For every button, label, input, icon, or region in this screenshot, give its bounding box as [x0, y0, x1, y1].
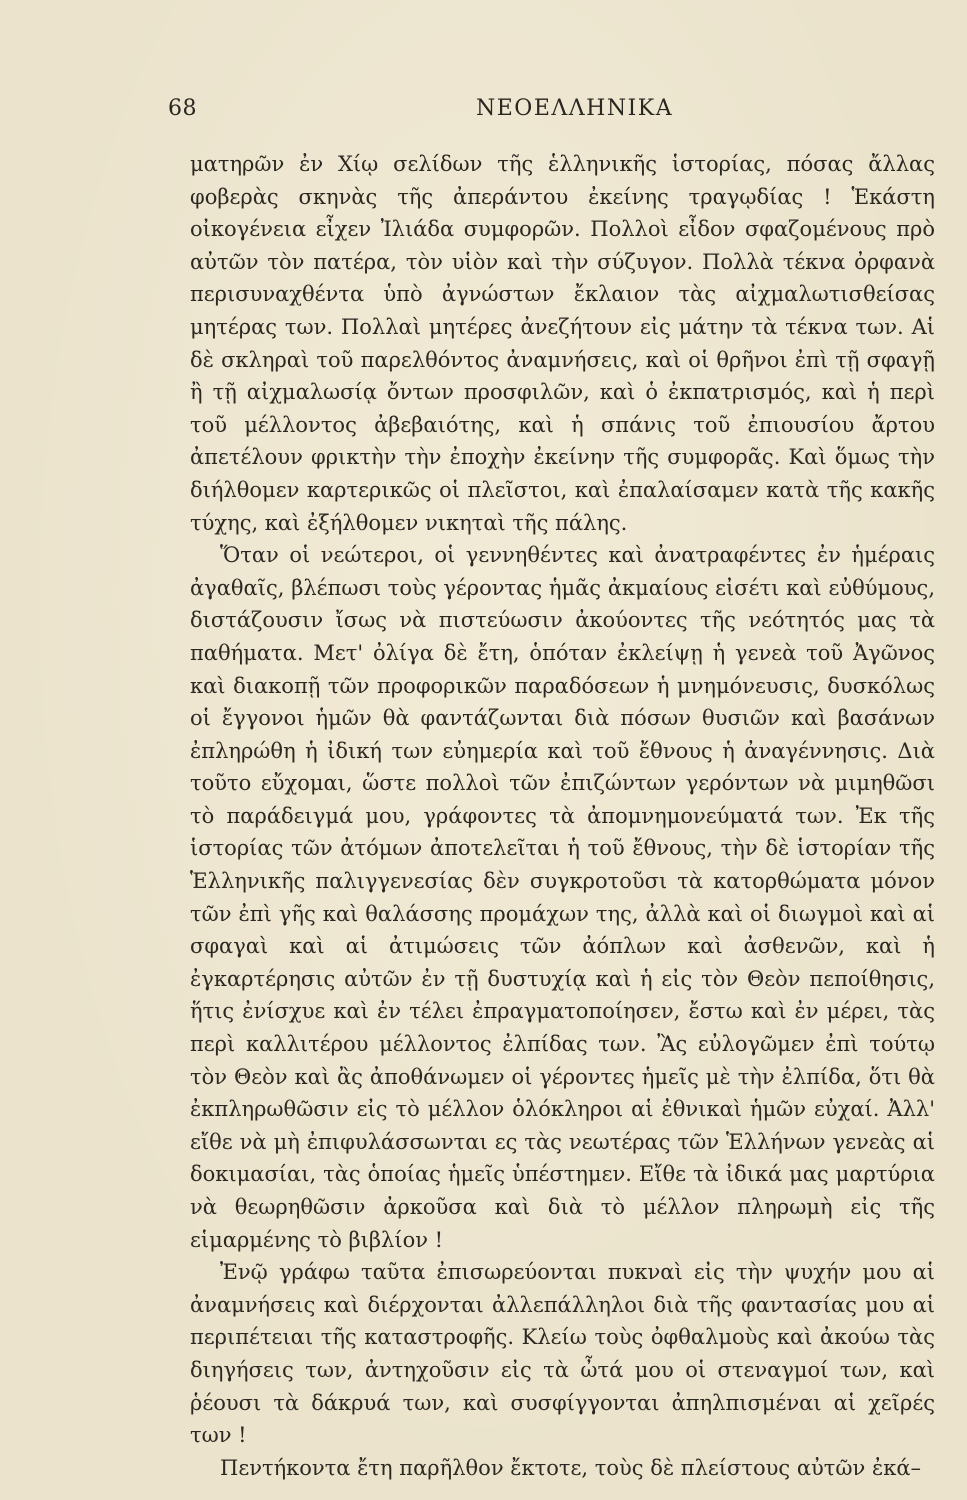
paragraph: Ὅταν οἱ νεώτεροι, οἱ γεννηθέντες καὶ ἀνατραφέντες ἐν ἡμέραις ἀγαθαῖς, βλέπωσι τοὺς γέροντας ἡμᾶς ἀκμαίους εἰσέτι καὶ εὐθύμους, διστάζουσιν ἴσως νὰ πιστεύωσιν ἀκούοντες τῆς νεότητός μας τὰ παθήματα. Μετ' ὀλίγα δὲ ἔτη, ὁπόταν ἐκλείψῃ ἡ γενεὰ τοῦ Ἀγῶνος καὶ διακοπῇ τῶν προφορικῶν παραδόσεων ἡ μνημόνευσις, δυσκόλως οἱ ἔγγονοι ἡμῶν θὰ φαντάζωνται διὰ πόσων θυσιῶν καὶ βασάνων ἐπληρώθη ἡ ἰδική των εὐημερία καὶ τοῦ ἔθνους ἡ ἀναγέννησις. Διὰ τοῦτο εὔχομαι, ὥστε πολλοὶ τῶν ἐπιζώντων γερόντων νὰ μιμηθῶσι τὸ παράδειγμά μου, γράφοντες τὰ ἀπομνημονεύματά των. Ἐκ τῆς ἱστορίας τῶν ἀτόμων ἀποτελεῖται ἡ τοῦ ἔθνους, τὴν δὲ ἱστορίαν τῆς Ἑλληνικῆς παλιγγενεσίας δὲν συγκροτοῦσι τὰ κατορθώματα μόνον τῶν ἐπὶ γῆς καὶ θαλάσσης προμάχων της, ἀλλὰ καὶ οἱ διωγμοὶ καὶ αἱ σφαγαὶ καὶ αἱ ἀτιμώσεις τῶν ἀόπλων καὶ ἀσθενῶν, καὶ ἡ ἐγκαρτέρησις αὐτῶν ἐν τῇ δυστυχίᾳ καὶ ἡ εἰς τὸν Θεὸν πεποίθησις, ἥτις ἐνίσχυε καὶ ἐν τέλει ἐπραγματοποίησεν, ἔστω καὶ ἐν μέρει, τὰς περὶ καλλιτέρου μέλλοντος ἐλπίδας των. Ἂς εὐλογῶμεν ἐπὶ τούτῳ τὸν Θεὸν καὶ ἂς ἀποθάνωμεν οἱ γέροντες ἡμεῖς μὲ τὴν ἐλπίδα, ὅτι θὰ ἐκπληρωθῶσιν εἰς τὸ μέλλον ὁλόκληροι αἱ ἐθνικαὶ ἡμῶν εὐχαί. Ἀλλ' εἴθε νὰ μὴ ἐπιφυλάσσωνται ες τὰς νεωτέρας τῶν Ἑλλήνων γενεὰς αἱ δοκιμασίαι, τὰς ὁποίας ἡμεῖς ὑπέστημεν. Εἴθε τὰ ἰδικά μας μαρτύρια νὰ θεωρηθῶσιν ἀρκοῦσα καὶ διὰ τὸ μέλλον πληρωμὴ εἰς τῆς εἱμαρμένης τὸ βιβλίον ! — [190, 543, 935, 1252]
paragraph: Πεντήκοντα ἔτη παρῆλθον ἔκτοτε, τοὺς δὲ πλείστους αὐτῶν ἐκά– — [220, 1455, 922, 1480]
paragraph: ματηρῶν ἐν Χίῳ σελίδων τῆς ἑλληνικῆς ἱστορίας, πόσας ἄλλας φοβερὰς σκηνὰς τῆς ἀπεράντου ἐκείνης τραγῳδίας ! Ἑκάστη οἰκογένεια εἶχεν Ἰλιάδα συμφορῶν. Πολλοὶ εἶδον σφαζομένους πρὸ αὐτῶν τὸν πατέρα, τὸν υἱὸν καὶ τὴν σύζυγον. Πολλὰ τέκνα ὀρφανὰ περισυναχθέντα ὑπὸ ἀγνώστων ἔκλαιον τὰς αἰχμαλωτισθείσας μητέρας των. Πολλαὶ μητέρες ἀνεζήτουν εἰς μάτην τὰ τέκνα των. Αἱ δὲ σκληραὶ τοῦ παρελθόντος ἀναμνήσεις, καὶ οἱ θρῆνοι ἐπὶ τῇ σφαγῇ ἢ τῇ αἰχμαλωσίᾳ ὄντων προσφιλῶν, καὶ ὁ ἐκπατρισμός, καὶ ἡ περὶ τοῦ μέλλοντος ἀβεβαιότης, καὶ ἡ σπάνις τοῦ ἐπιουσίου ἄρτου ἀπετέλουν φρικτὴν τὴν ἐποχὴν ἐκείνην τῆς συμφορᾶς. Καὶ ὅμως τὴν διήλθομεν καρτερικῶς οἱ πλεῖστοι, καὶ ἐπαλαίσαμεν κατὰ τῆς κακῆς τύχης, καὶ ἐξήλθομεν νικηταὶ τῆς πάλης. — [190, 152, 935, 535]
paragraph: Ἐνῷ γράφω ταῦτα ἐπισωρεύονται πυκναὶ εἰς τὴν ψυχήν μου αἱ ἀναμνήσεις καὶ διέρχονται ἀλλεπάλληλοι διὰ τῆς φαντασίας μου αἱ περιπέτειαι τῆς καταστροφῆς. Κλείω τοὺς ὀφθαλμοὺς καὶ ἀκούω τὰς διηγήσεις των, ἀντηχοῦσιν εἰς τὰ ὦτά μου οἱ στεναγμοί των, καὶ ῥέουσι τὰ δάκρυά των, καὶ συσφίγγονται ἀπηλπισμέναι αἱ χεῖρές των ! — [190, 1260, 935, 1448]
page-number: 68 — [168, 96, 197, 121]
page-header — [168, 96, 828, 136]
body-text — [190, 148, 935, 1484]
running-title: ΝΕΟΕΛΛΗΝΙΚΑ — [476, 96, 674, 121]
